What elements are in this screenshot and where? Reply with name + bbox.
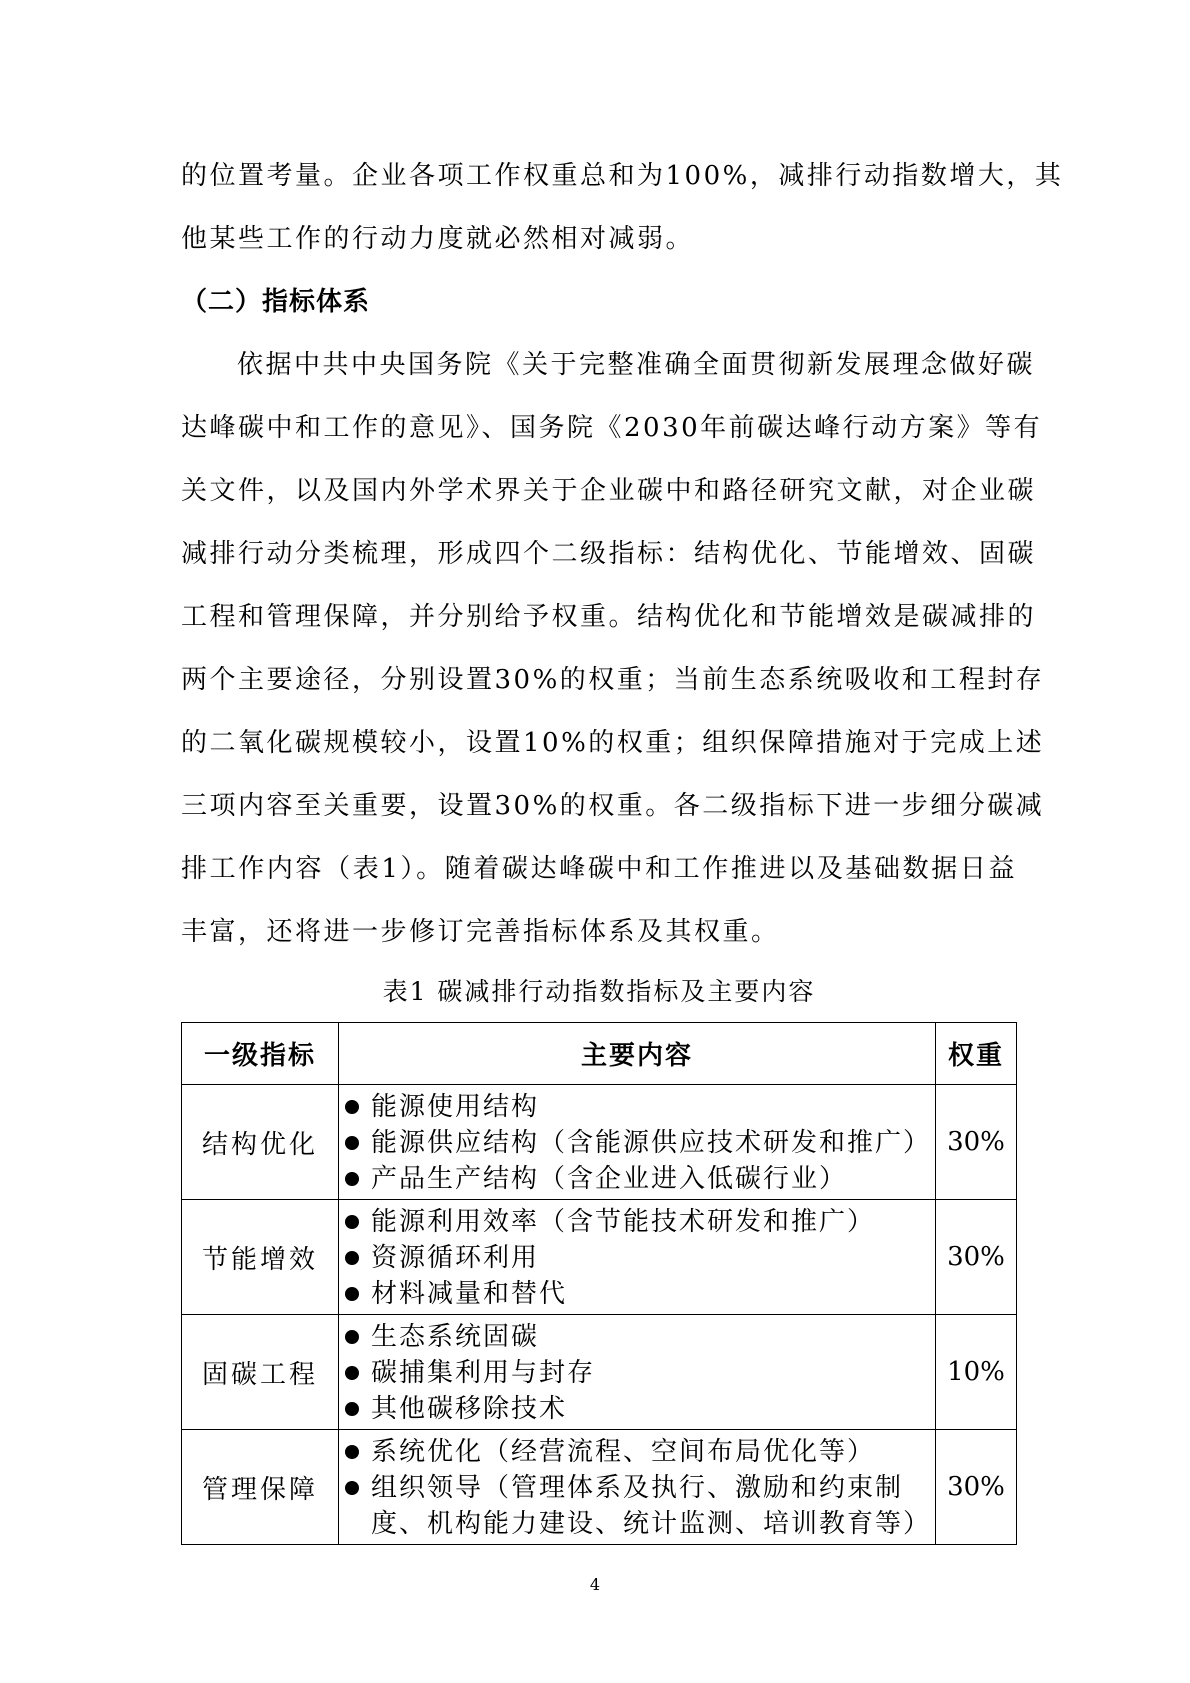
content-item: 能源利用效率（含节能技术研发和推广） [341,1204,927,1240]
paragraph-line: 丰富，还将进一步修订完善指标体系及其权重。 [181,917,780,947]
content-item: 生态系统固碳 [341,1319,927,1355]
content-cell [339,1315,936,1430]
bullet-icon [345,1402,359,1416]
paragraph-continued [181,145,1064,271]
weight-cell: 10% [936,1315,1017,1430]
bullet-icon [345,1172,359,1186]
paragraph-line: 达峰碳中和工作的意见》、国务院《2030年前碳达峰行动方案》等有 [181,413,1043,443]
table-row [182,1085,1017,1200]
header-primary-indicator: 一级指标 [182,1023,339,1085]
table-caption: 表1 碳减排行动指数指标及主要内容 [382,977,816,1006]
content-item: 系统优化（经营流程、空间布局优化等） [341,1434,927,1470]
header-weight: 权重 [936,1023,1017,1085]
table-row [182,1200,1017,1315]
table-row [182,1315,1017,1430]
paragraph-line: 依据中共中央国务院《关于完整准确全面贯彻新发展理念做好碳 [237,350,1036,380]
paragraph-line: 减排行动分类梳理，形成四个二级指标：结构优化、节能增效、固碳 [181,539,1037,569]
page-number: 4 [589,1575,601,1594]
bullet-icon [345,1445,359,1459]
paragraph-line: 排工作内容（表1）。随着碳达峰碳中和工作推进以及基础数据日益 [181,854,1017,884]
content-item: 其他碳移除技术 [341,1391,927,1427]
paragraph-indicator-system [181,334,1045,964]
content-cell [339,1085,936,1200]
paragraph-line: 两个主要途径，分别设置30%的权重；当前生态系统吸收和工程封存 [181,665,1045,695]
content-item: 产品生产结构（含企业进入低碳行业） [341,1161,927,1197]
category-cell: 管理保障 [182,1430,339,1545]
category-cell: 结构优化 [182,1085,339,1200]
bullet-icon [345,1100,359,1114]
bullet-icon [345,1287,359,1301]
paragraph-line: 工程和管理保障，并分别给予权重。结构优化和节能增效是碳减排的 [181,602,1037,632]
weight-cell: 30% [936,1200,1017,1315]
paragraph-line: 三项内容至关重要，设置30%的权重。各二级指标下进一步细分碳减 [181,791,1045,821]
category-cell: 节能增效 [182,1200,339,1315]
content-cell [339,1430,936,1545]
category-cell: 固碳工程 [182,1315,339,1430]
content-item: 资源循环利用 [341,1240,927,1276]
content-item: 组织领导（管理体系及执行、激励和约束制度、机构能力建设、统计监测、培训教育等） [341,1470,927,1542]
bullet-icon [345,1330,359,1344]
content-item: 能源供应结构（含能源供应技术研发和推广） [341,1125,927,1161]
paragraph-line: 关文件，以及国内外学术界关于企业碳中和路径研究文献，对企业碳 [181,476,1037,506]
paragraph-line: 的位置考量。企业各项工作权重总和为100%，减排行动指数增大，其 [181,161,1064,191]
table-row [182,1430,1017,1545]
bullet-icon [345,1366,359,1380]
content-item: 材料减量和替代 [341,1276,927,1312]
paragraph-line: 他某些工作的行动力度就必然相对减弱。 [181,224,695,254]
weight-cell: 30% [936,1430,1017,1545]
section-heading: （二）指标体系 [181,287,371,317]
header-main-content: 主要内容 [339,1023,936,1085]
bullet-icon [345,1251,359,1265]
content-item: 能源使用结构 [341,1089,927,1125]
table-header-row [182,1023,1017,1085]
weight-cell: 30% [936,1085,1017,1200]
page-content [181,145,1064,1545]
bullet-icon [345,1136,359,1150]
bullet-icon [345,1215,359,1229]
indicator-table [181,1022,1017,1545]
content-cell [339,1200,936,1315]
content-item: 碳捕集利用与封存 [341,1355,927,1391]
paragraph-line: 的二氧化碳规模较小，设置10%的权重；组织保障措施对于完成上述 [181,728,1045,758]
bullet-icon [345,1481,359,1495]
